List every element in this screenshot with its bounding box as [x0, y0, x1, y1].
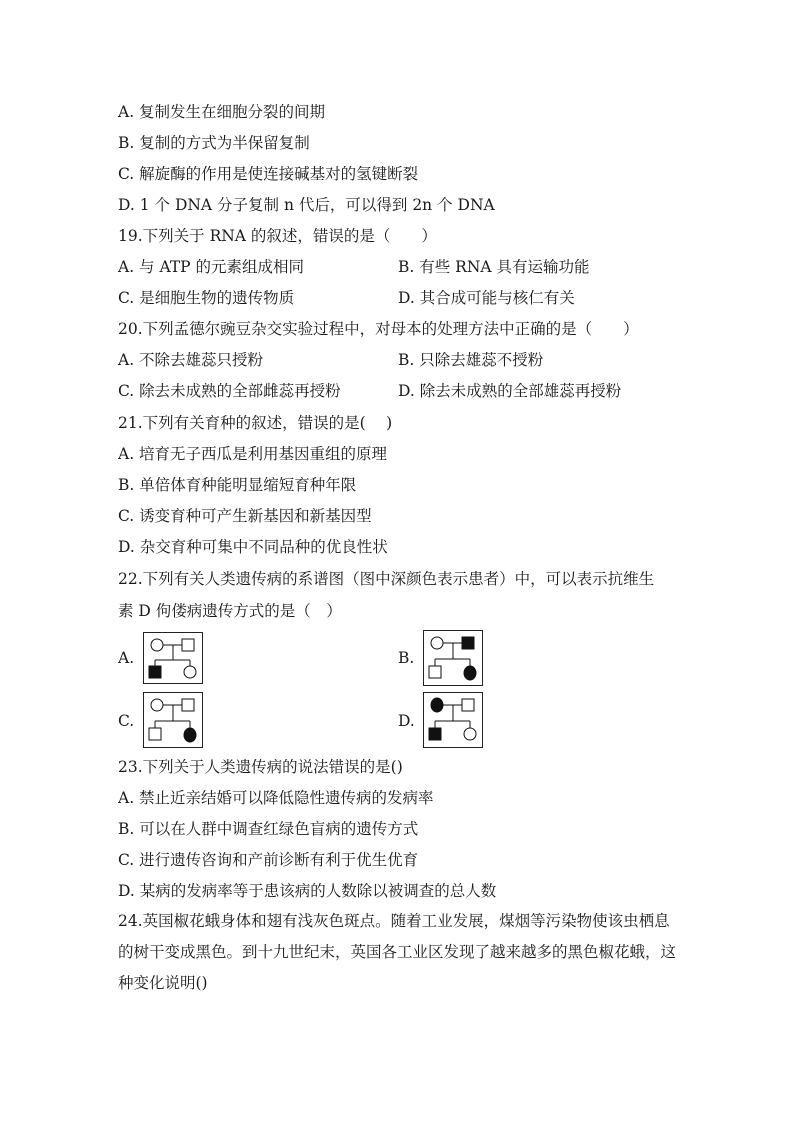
q20-stem: 20.下列孟德尔豌豆杂交实验过程中，对母本的处理方法中正确的是（ ） [118, 320, 639, 338]
q20-option-a: A. 不除去雄蕊只授粉 [118, 351, 264, 369]
pedigree-d [423, 692, 483, 748]
q21-option-a: A. 培育无子西瓜是利用基因重组的原理 [118, 445, 388, 463]
q20-option-c: C. 除去未成熟的全部雌蕊再授粉 [118, 382, 341, 400]
q21-option-b: B. 单倍体育种能明显缩短育种年限 [118, 476, 357, 494]
q22-stem-line1: 22.下列有关人类遗传病的系谱图（图中深颜色表示患者）中，可以表示抗维生 [118, 570, 655, 588]
q19-option-c: C. 是细胞生物的遗传物质 [118, 289, 295, 307]
q21-stem: 21.下列有关育种的叙述，错误的是( ) [118, 414, 393, 432]
q19-stem: 19.下列关于 RNA 的叙述，错误的是（ ） [118, 227, 437, 245]
pedigree-b [423, 630, 483, 686]
q19-option-d: D. 其合成可能与核仁有关 [398, 289, 575, 307]
q18-option-a: A. 复制发生在细胞分裂的间期 [118, 103, 326, 121]
q23-option-c: C. 进行遗传咨询和产前诊断有利于优生优育 [118, 851, 419, 869]
q19-option-a: A. 与 ATP 的元素组成相同 [118, 258, 305, 276]
q22-stem-line2: 素 D 佝偻病遗传方式的是（ ） [118, 602, 342, 620]
q20-option-d: D. 除去未成熟的全部雄蕊再授粉 [398, 382, 622, 400]
q18-option-c: C. 解旋酶的作用是使连接碱基对的氢键断裂 [118, 165, 419, 183]
q22-option-a-label: A. [118, 649, 135, 667]
q22-option-c-label: C. [118, 712, 135, 730]
q22-option-b-label: B. [398, 649, 415, 667]
q18-option-b: B. 复制的方式为半保留复制 [118, 134, 310, 152]
pedigree-a [143, 632, 203, 684]
pedigree-c [143, 692, 203, 748]
q23-option-d: D. 某病的发病率等于患该病的人数除以被调查的总人数 [118, 882, 497, 900]
q20-option-b: B. 只除去雄蕊不授粉 [398, 351, 544, 369]
q19-option-b: B. 有些 RNA 具有运输功能 [398, 258, 590, 276]
q23-option-a: A. 禁止近亲结婚可以降低隐性遗传病的发病率 [118, 789, 434, 807]
q21-option-d: D. 杂交育种可集中不同品种的优良性状 [118, 538, 388, 556]
q23-option-b: B. 可以在人群中调查红绿色盲病的遗传方式 [118, 820, 419, 838]
q22-option-d-label: D. [398, 712, 415, 730]
q24-stem: 24.英国椒花蛾身体和翅有浅灰色斑点。随着工业发展，煤烟等污染物使该虫栖息的树干变成黑色。到十九世纪末，英国各工业区发现了越来越多的黑色椒花蛾，这种变化说明() [118, 912, 677, 992]
q23-stem: 23.下列关于人类遗传病的说法错误的是() [118, 758, 403, 776]
q18-option-d: D. 1 个 DNA 分子复制 n 代后，可以得到 2n 个 DNA [118, 196, 495, 214]
q21-option-c: C. 诱变育种可产生新基因和新基因型 [118, 507, 372, 525]
